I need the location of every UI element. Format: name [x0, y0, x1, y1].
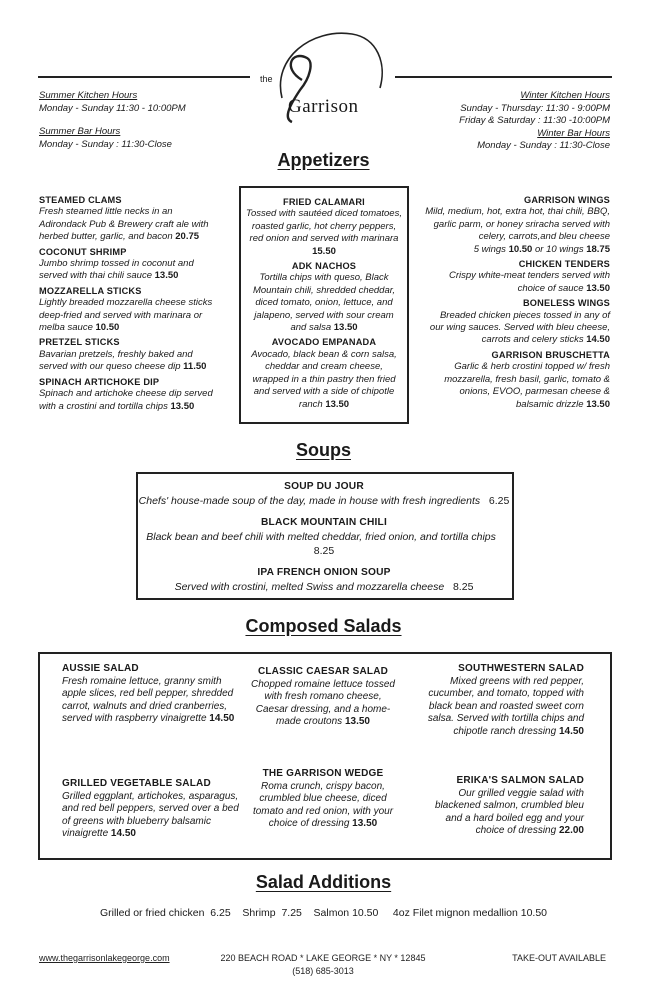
appetizers-center: [246, 196, 402, 413]
appetizers-left: [39, 194, 219, 415]
winter-kitchen-line1: Sunday - Thursday: 11:30 - 9:00PM: [460, 102, 610, 114]
menu-item: ADK NACHOS Tortilla chips with queso, Black Mountain chili, shredded cheddar, diced tomato, onion, lettuce, and jalapeno, served with sour cream and salsa 13.50: [252, 261, 396, 334]
menu-item: MOZZARELLA STICKS Lightly breaded mozzarella cheese sticks deep-fried and served with marinara or melba sauce 10.50: [39, 285, 213, 334]
takeout-note: TAKE-OUT AVAILABLE: [512, 953, 606, 963]
winter-bar-line: Monday - Sunday : 11:30-Close: [477, 140, 610, 151]
salad-wedge: THE GARRISON WEDGE Roma crunch, crispy bacon, crumbled blue cheese, diced tomato and red onion, with your choice of dressing 13.50: [252, 768, 394, 830]
menu-item: GARRISON BRUSCHETTA Garlic & herb crostini topped w/ fresh mozzarella, fresh basil, garlic, tomato & onions, EVOO, parmesan cheese & balsamic drizzle 13.50: [444, 349, 610, 410]
winter-bar-title: Winter Bar Hours: [537, 127, 610, 139]
logo-name: Garrison: [288, 96, 359, 117]
soups-heading: Soups: [295, 440, 351, 460]
logo: [252, 28, 392, 128]
winter-kitchen-title: Winter Kitchen Hours: [520, 90, 610, 101]
website-link[interactable]: www.thegarrisonlakegeorge.com: [39, 953, 170, 963]
summer-kitchen-line: Monday - Sunday 11:30 - 10:00PM: [39, 102, 186, 114]
winter-kitchen-line2: Friday & Saturday : 11:30 -10:00PM: [459, 115, 610, 126]
menu-item: GARRISON WINGS Mild, medium, hot, extra hot, thai chili, BBQ, garlic parm, or honey sriracha served with celery, carrots,and bleu cheese 5 wings 10.50 or 10 wings 18.75: [425, 195, 610, 255]
menu-item: BONELESS WINGS Breaded chicken pieces tossed in any of our wing sauces. Served with bleu cheese, carrots and celery sticks 14.50: [429, 298, 610, 346]
appetizers-heading: Appetizers: [277, 150, 370, 170]
summer-hours: [39, 90, 186, 151]
salad-aussie: AUSSIE SALAD Fresh romaine lettuce, granny smith apple slices, red bell pepper, shredded carrot, walnuts and dried cranberries, served with raspberry vinaigrette 14.50: [62, 663, 235, 725]
menu-item: FRIED CALAMARI Tossed with sautéed diced tomatoes, roasted garlic, hot cherry peppers, red onion and served with marinara 15.50: [246, 197, 402, 257]
soup-item: SOUP DU JOUR Chefs' house-made soup of the day, made in house with fresh ingredients 6.25: [138, 481, 510, 507]
menu-item: AVOCADO EMPANADA Avocado, black bean & corn salsa, cheddar and cream cheese, wrapped in a thin pastry then fried and served with a side of chipotle ranch 13.50: [251, 337, 397, 410]
appetizers-right: [424, 194, 610, 413]
salads-heading: Composed Salads: [245, 616, 402, 636]
salad-salmon: ERIKA'S SALMON SALAD Our grilled veggie salad with blackened salmon, crumbled bleu and a hard boiled egg and your choice of dressing 22.00: [435, 775, 584, 837]
logo-prefix: the: [260, 74, 273, 84]
address: 220 BEACH ROAD * LAKE GEORGE * NY * 12845: [220, 953, 426, 963]
additions-line: Grilled or fried chicken 6.25 Shrimp 7.25 Salmon 10.50 4oz Filet mignon medallion 10.50: [99, 907, 548, 919]
soup-item: IPA FRENCH ONION SOUP Served with crostini, melted Swiss and mozzarella cheese 8.25: [174, 567, 474, 593]
menu-item: SPINACH ARTICHOKE DIP Spinach and artichoke cheese dip served with a crostini and tortilla chips 13.50: [39, 376, 213, 412]
additions-heading: Salad Additions: [255, 872, 392, 892]
menu-item: CHICKEN TENDERS Crispy white-meat tenders served with choice of sauce 13.50: [448, 259, 610, 294]
soups-list: [138, 480, 510, 602]
header-rule-left: [38, 76, 250, 78]
salad-southwestern: SOUTHWESTERN SALAD Mixed greens with red pepper, cucumber, and tomato, topped with black bean and roasted sweet corn salsa. Served with tortilla chips and chipotle ranch dressing 14.50: [427, 663, 584, 737]
summer-bar-title: Summer Bar Hours: [39, 126, 121, 137]
winter-hours: [459, 90, 610, 153]
summer-kitchen-title: Summer Kitchen Hours: [39, 90, 138, 101]
phone: (518) 685-3013: [292, 966, 354, 976]
salad-grilled-vegetable: GRILLED VEGETABLE SALAD Grilled eggplant, artichokes, asparagus, and red bell peppers, served over a bed of greens with blueberry balsamic vinaigrette 14.50: [62, 778, 239, 840]
salad-caesar: CLASSIC CAESAR SALAD Chopped romaine lettuce tossed with fresh romano cheese, Caesar dressing, and a home-made croutons 13.50: [251, 666, 395, 728]
menu-item: PRETZEL STICKS Bavarian pretzels, freshly baked and served with our queso cheese dip 11.50: [39, 337, 207, 373]
menu-item: COCONUT SHRIMP Jumbo shrimp tossed in coconut and served with thai chili sauce 13.50: [39, 246, 194, 282]
soup-item: BLACK MOUNTAIN CHILI Black bean and beef chili with melted cheddar, fried onion, and tortilla chips 8.25: [146, 517, 496, 557]
summer-bar-line: Monday - Sunday : 11:30-Close: [39, 138, 172, 150]
menu-item: STEAMED CLAMS Fresh steamed little necks in an Adirondack Pub & Brewery craft ale with herbed butter, garlic, and bacon 20.75: [39, 195, 209, 243]
header-rule-right: [395, 76, 612, 78]
